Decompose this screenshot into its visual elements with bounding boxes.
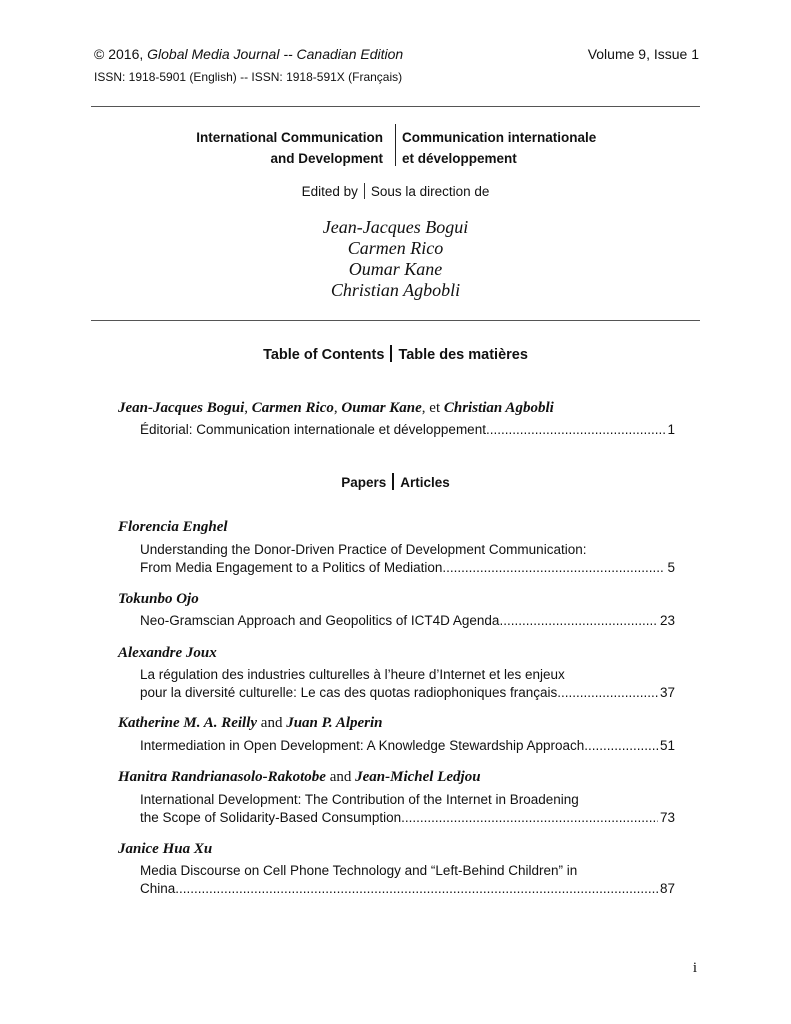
title-en-line2: and Development [270, 151, 383, 166]
header-copyright [94, 46, 403, 62]
author-connector: and [257, 715, 287, 731]
author-name: Oumar Kane [341, 400, 422, 416]
papers-heading [0, 473, 791, 490]
article-author [118, 715, 383, 732]
toc-entry-editorial[interactable] [140, 421, 675, 439]
toc-divider [390, 345, 392, 362]
leader-dots [584, 737, 658, 755]
issn: ISSN: 1918-5901 (English) -- ISSN: 1918-591X (Français) [94, 70, 403, 84]
author-name: Tokunbo Ojo [118, 591, 199, 607]
papers-en: Papers [341, 475, 387, 490]
toc-entry[interactable] [140, 666, 675, 702]
leader-dots [442, 559, 665, 577]
entry-title-line2: From Media Engagement to a Politics of Mediation [140, 560, 443, 575]
entry-title-line1: Understanding the Donor-Driven Practice of Development Communication: [140, 542, 587, 557]
author-name: Carmen Rico [251, 400, 334, 416]
entry-title-line1: International Development: The Contribution of the Internet in Broadening [140, 792, 579, 807]
copyright-prefix: © 2016, [94, 46, 148, 62]
title-fr-line2: et développement [402, 151, 517, 166]
top-rule [91, 106, 700, 107]
entry-page: 23 [659, 613, 675, 628]
edited-by-divider [364, 183, 365, 199]
toc-entry[interactable] [140, 541, 675, 577]
author-connector: and [325, 769, 356, 785]
article-author [118, 519, 228, 536]
editors-list [0, 217, 791, 301]
toc-heading [0, 345, 791, 363]
toc-entry[interactable] [140, 737, 675, 755]
toc-entry[interactable] [140, 612, 675, 630]
entry-page: 87 [659, 881, 675, 896]
leader-dots [499, 612, 658, 630]
edited-by-en: Edited by [301, 184, 358, 199]
leader-dots [175, 880, 658, 898]
entry-page: 37 [659, 685, 675, 700]
page-number: i [692, 960, 697, 976]
toc-entry[interactable] [140, 791, 675, 827]
article-author [118, 769, 481, 786]
toc-entry[interactable] [140, 862, 675, 898]
entry-title-line1: Media Discourse on Cell Phone Technology and “Left-Behind Children” in [140, 863, 578, 878]
leader-dots [486, 421, 666, 439]
editorial-authors [118, 400, 554, 417]
title-en-line1: International Communication [196, 130, 383, 145]
article-author [118, 645, 217, 662]
title-french [402, 127, 596, 169]
author-separator: , [333, 400, 342, 416]
title-fr-line1: Communication internationale [402, 130, 597, 145]
journal-name: Global Media Journal -- Canadian Edition [147, 46, 404, 62]
author-name: Jean-Jacques Bogui [118, 400, 245, 416]
article-author [118, 591, 199, 608]
author-separator: , [244, 400, 252, 416]
title-english [196, 127, 383, 169]
author-name: Alexandre Joux [118, 645, 217, 661]
author-name: Christian Agbobli [443, 400, 554, 416]
author-name: Juan P. Alperin [286, 715, 383, 731]
edited-by-fr: Sous la direction de [370, 184, 490, 199]
entry-title: Neo-Gramscian Approach and Geopolitics of ICT4D Agenda [140, 613, 500, 628]
entry-title-line2: the Scope of Solidarity-Based Consumption [140, 810, 402, 825]
author-name: Hanitra Randrianasolo-Rakotobe [118, 769, 326, 785]
leader-dots [557, 684, 658, 702]
editor-name: Christian Agbobli [330, 280, 461, 300]
entry-title-line1: La régulation des industries culturelles à l’heure d’Internet et les enjeux [140, 667, 565, 682]
editor-name: Oumar Kane [348, 259, 443, 279]
author-name: Florencia Enghel [118, 519, 228, 535]
editor-name: Carmen Rico [347, 238, 444, 258]
author-separator: , et [421, 400, 444, 416]
leader-dots [401, 809, 658, 827]
author-name: Katherine M. A. Reilly [118, 715, 258, 731]
toc-fr: Table des matières [398, 347, 528, 363]
edited-by [0, 183, 791, 199]
author-name: Jean-Michel Ledjou [355, 769, 481, 785]
entry-page: 5 [667, 560, 675, 575]
entry-title-line2: China [140, 881, 176, 896]
author-name: Janice Hua Xu [118, 841, 213, 857]
entry-page: 51 [659, 738, 675, 753]
volume-issue: Volume 9, Issue 1 [587, 46, 699, 62]
mid-rule [91, 320, 700, 321]
entry-title: Intermediation in Open Development: A Knowledge Stewardship Approach [140, 738, 585, 753]
entry-title-line2: pour la diversité culturelle: Le cas des quotas radiophoniques français [140, 685, 558, 700]
title-divider [395, 124, 396, 166]
article-author [118, 841, 212, 858]
entry-page: 73 [659, 810, 675, 825]
entry-title: Éditorial: Communication internationale et développement [140, 422, 486, 437]
toc-en: Table of Contents [263, 347, 385, 363]
papers-fr: Articles [400, 475, 450, 490]
editor-name: Jean-Jacques Bogui [322, 217, 469, 237]
entry-page: 1 [667, 422, 675, 437]
papers-divider [392, 473, 394, 490]
